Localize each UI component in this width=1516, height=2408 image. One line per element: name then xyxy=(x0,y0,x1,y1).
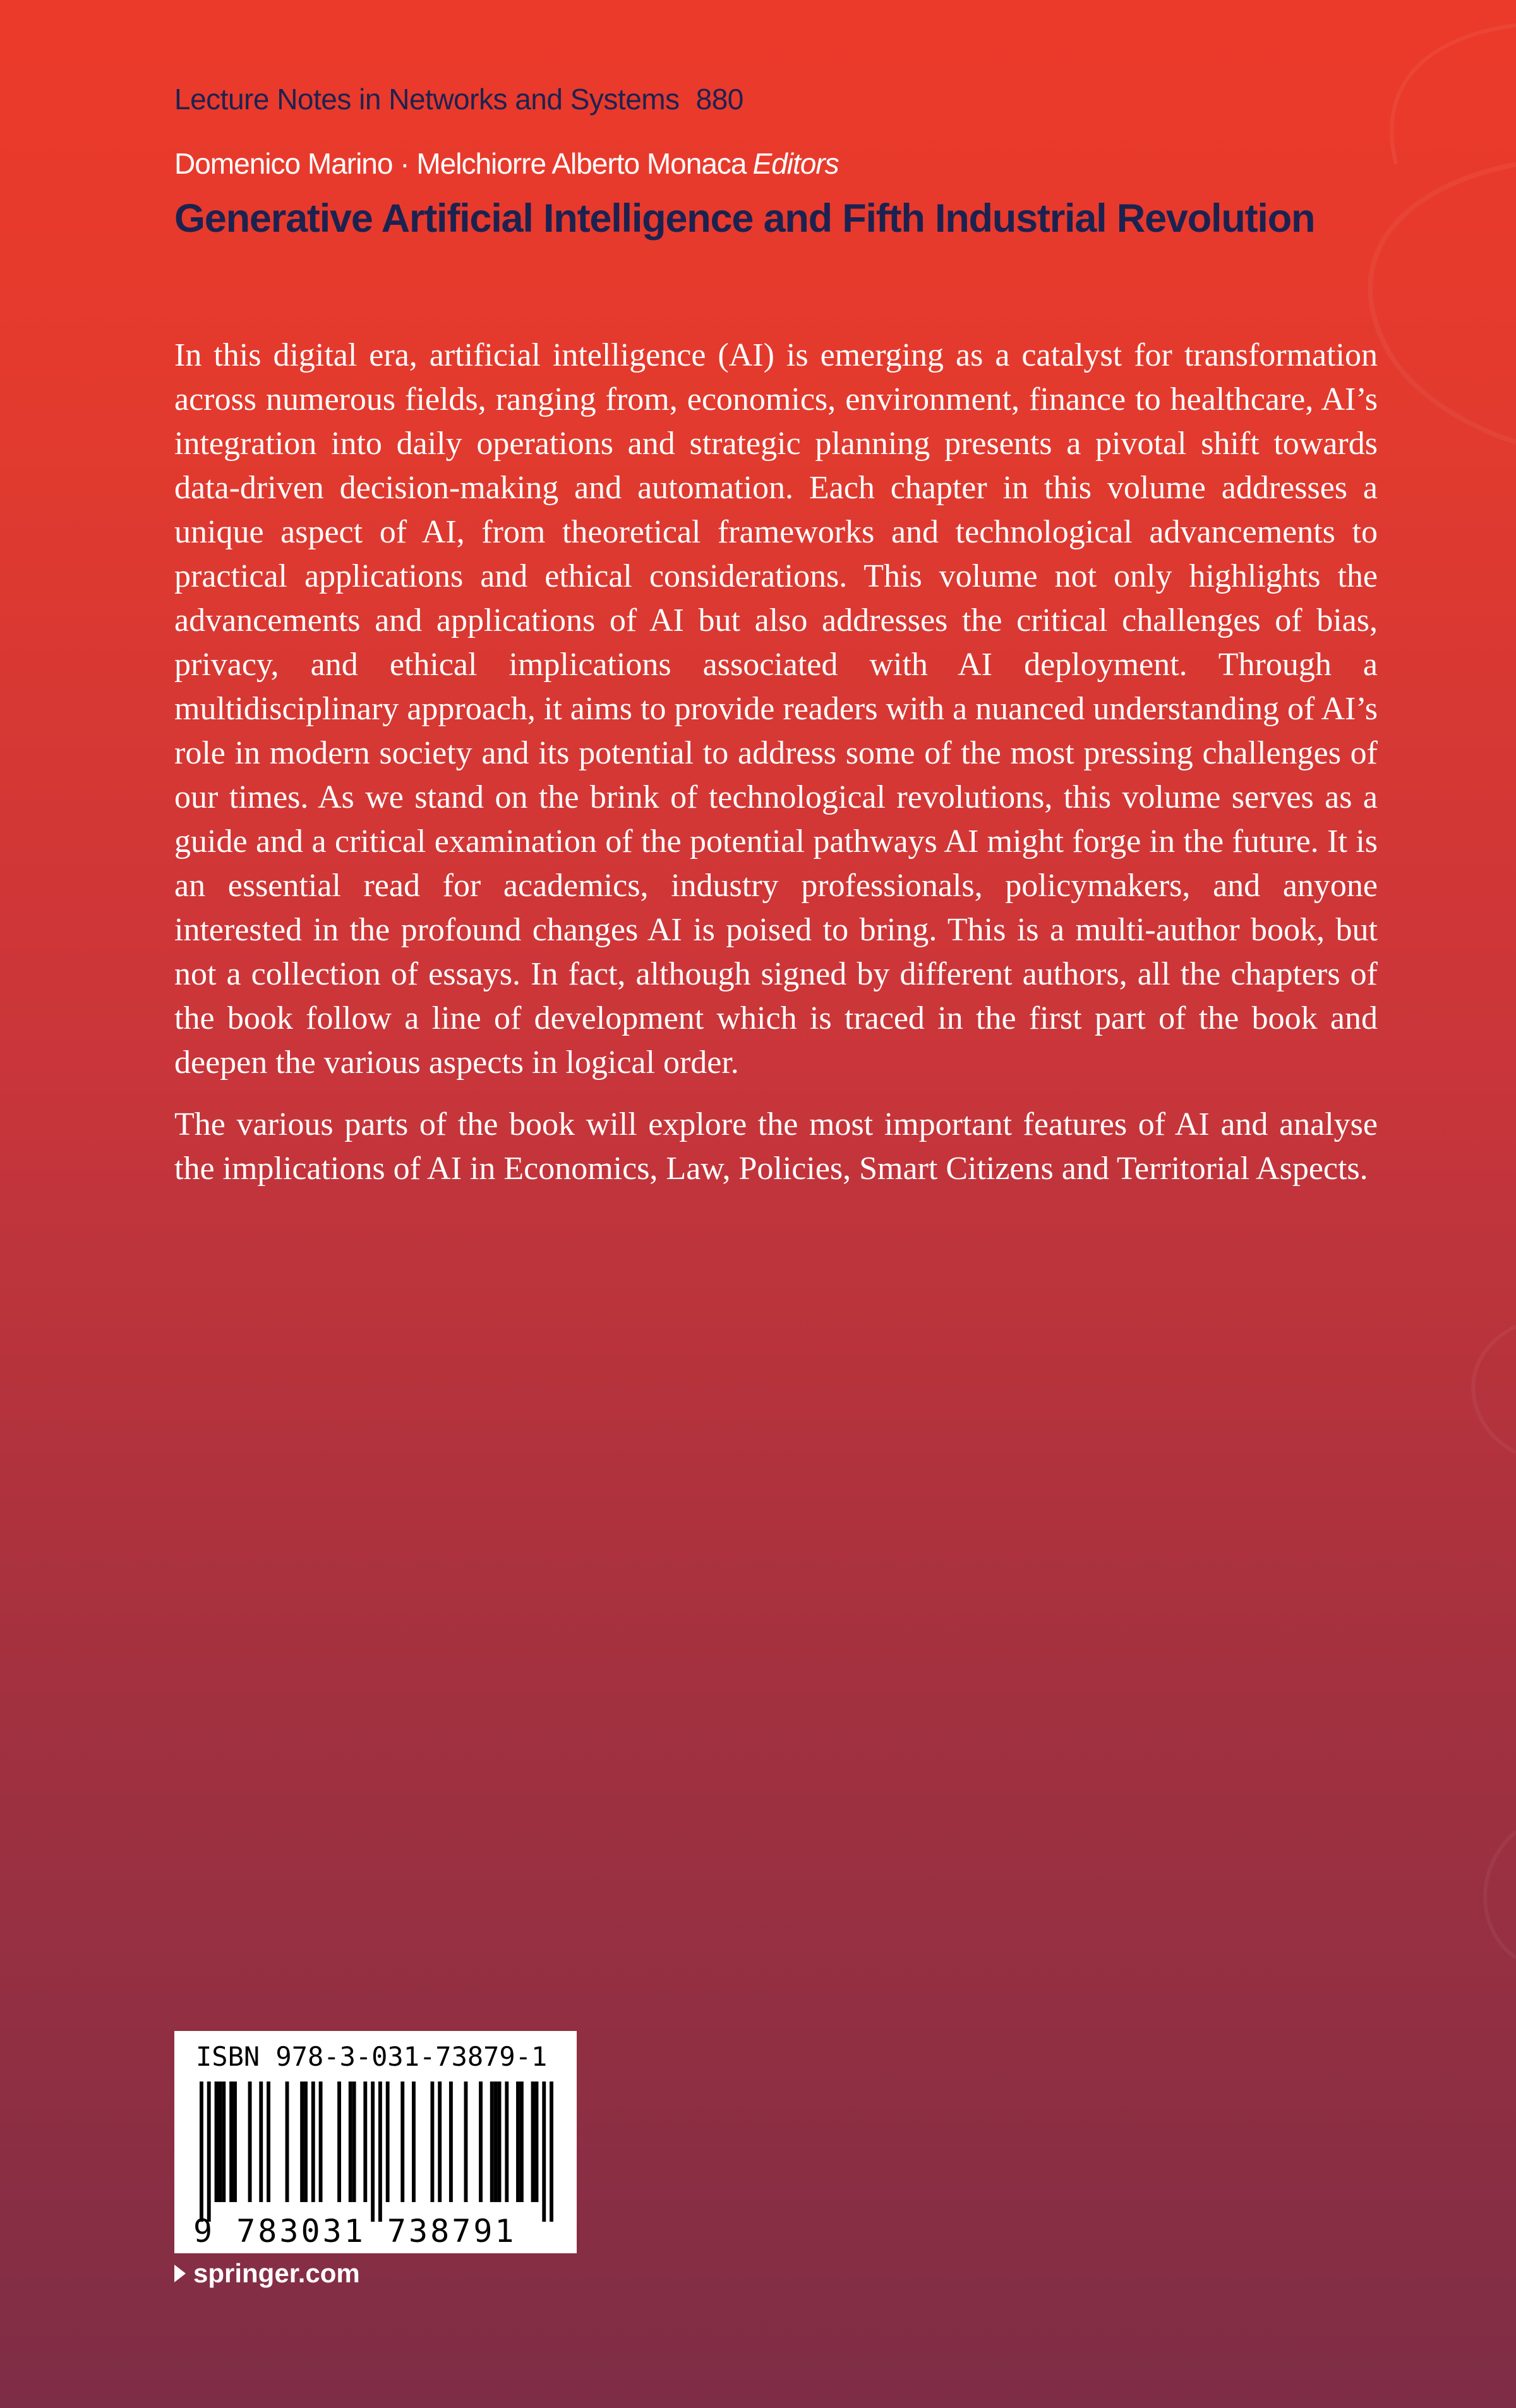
barcode-bar xyxy=(267,2082,270,2202)
barcode-bar xyxy=(218,2082,222,2202)
barcode-bar xyxy=(400,2082,404,2202)
barcode-digits: 9 783031 738791 xyxy=(193,2213,517,2249)
barcode-bar xyxy=(498,2082,502,2202)
barcode-bar xyxy=(516,2082,520,2202)
editor-names: Domenico Marino · Melchiorre Alberto Monaca xyxy=(174,147,747,180)
barcode-bar xyxy=(229,2082,233,2202)
barcode-bar xyxy=(430,2082,434,2202)
barcode-bar xyxy=(412,2082,416,2202)
barcode-bar xyxy=(438,2082,442,2202)
barcode-bar xyxy=(531,2082,535,2202)
barcode-bar xyxy=(215,2082,219,2202)
series-name: Lecture Notes in Networks and Systems xyxy=(174,83,680,116)
barcode-bar xyxy=(337,2082,341,2202)
barcode-bar xyxy=(300,2082,304,2202)
barcode-bar xyxy=(490,2082,494,2202)
barcode-bar xyxy=(464,2082,468,2202)
barcode-bar xyxy=(200,2082,203,2222)
series-line xyxy=(174,82,743,116)
editors-role: Editors xyxy=(752,147,839,180)
website-label: springer.com xyxy=(193,2258,360,2288)
barcode-bar xyxy=(378,2082,382,2222)
barcode-bar xyxy=(371,2082,375,2222)
barcode-panel xyxy=(174,2031,577,2253)
barcode-bar xyxy=(363,2082,367,2202)
barcode-bar xyxy=(494,2082,498,2202)
barcode-bar xyxy=(311,2082,315,2202)
barcode-bar xyxy=(479,2082,483,2202)
description-paragraph-1: In this digital era, artificial intelligence (AI) is emerging as a catalyst for transformation across numerous fields, ranging from, economics, environment, finance to healthcare, AI’s integration into daily operations and strategic planning presents a pivotal shift towards data-driven decision-making and automation. Each chapter in this volume addresses a unique aspect of AI, from theoretical frameworks and technological advancements to practical applications and ethical considerations. This volume not only highlights the advancements and applications of AI but also addresses the critical challenges of bias, privacy, and ethical implications associated with AI deployment. Through a multidisciplinary approach, it aims to provide readers with a nuanced understanding of AI’s role in modern society and its potential to address some of the most pressing challenges of our times. As we stand on the brink of technological revolutions, this volume serves as a guide and a critical examination of the potential pathways AI might forge in the future. It is an essential read for academics, industry professionals, policymakers, and anyone interested in the profound changes AI is poised to bring. This is a multi-author book, but not a collection of essays. In fact, although signed by different authors, all the chapters of the book follow a line of development which is traced in the first part of the book and deepen the various aspects in logical order. xyxy=(174,337,1378,1081)
barcode-bar xyxy=(505,2082,508,2202)
barcode xyxy=(200,2082,553,2222)
editors-line xyxy=(174,147,839,181)
series-volume: 880 xyxy=(695,83,743,116)
barcode-bar xyxy=(386,2082,390,2202)
barcode-bar xyxy=(207,2082,211,2222)
description-paragraph-2: The various parts of the book will explore the most important features of AI and analyse the implications of AI in Economics, Law, Policies, Smart Citizens and Territorial Aspects. xyxy=(174,1106,1378,1187)
barcode-bar xyxy=(449,2082,453,2202)
barcode-bar xyxy=(259,2082,263,2202)
isbn-label: ISBN 978-3-031-73879-1 xyxy=(196,2041,548,2072)
barcode-bar xyxy=(535,2082,539,2202)
barcode-bar xyxy=(319,2082,323,2202)
barcode-bar xyxy=(233,2082,237,2202)
barcode-bar xyxy=(349,2082,352,2202)
book-description xyxy=(174,333,1378,1209)
barcode-bar xyxy=(222,2082,226,2202)
barcode-bar xyxy=(304,2082,308,2202)
barcode-bar xyxy=(352,2082,356,2202)
barcode-bar xyxy=(248,2082,252,2202)
barcode-bar xyxy=(520,2082,524,2202)
barcode-bar xyxy=(286,2082,289,2202)
barcode-bar xyxy=(550,2082,553,2222)
book-title: Generative Artificial Intelligence and Fifth Industrial Revolution xyxy=(174,196,1315,241)
publisher-website[interactable] xyxy=(174,2258,360,2289)
barcode-bar xyxy=(542,2082,546,2222)
triangle-arrow-icon xyxy=(174,2265,186,2282)
